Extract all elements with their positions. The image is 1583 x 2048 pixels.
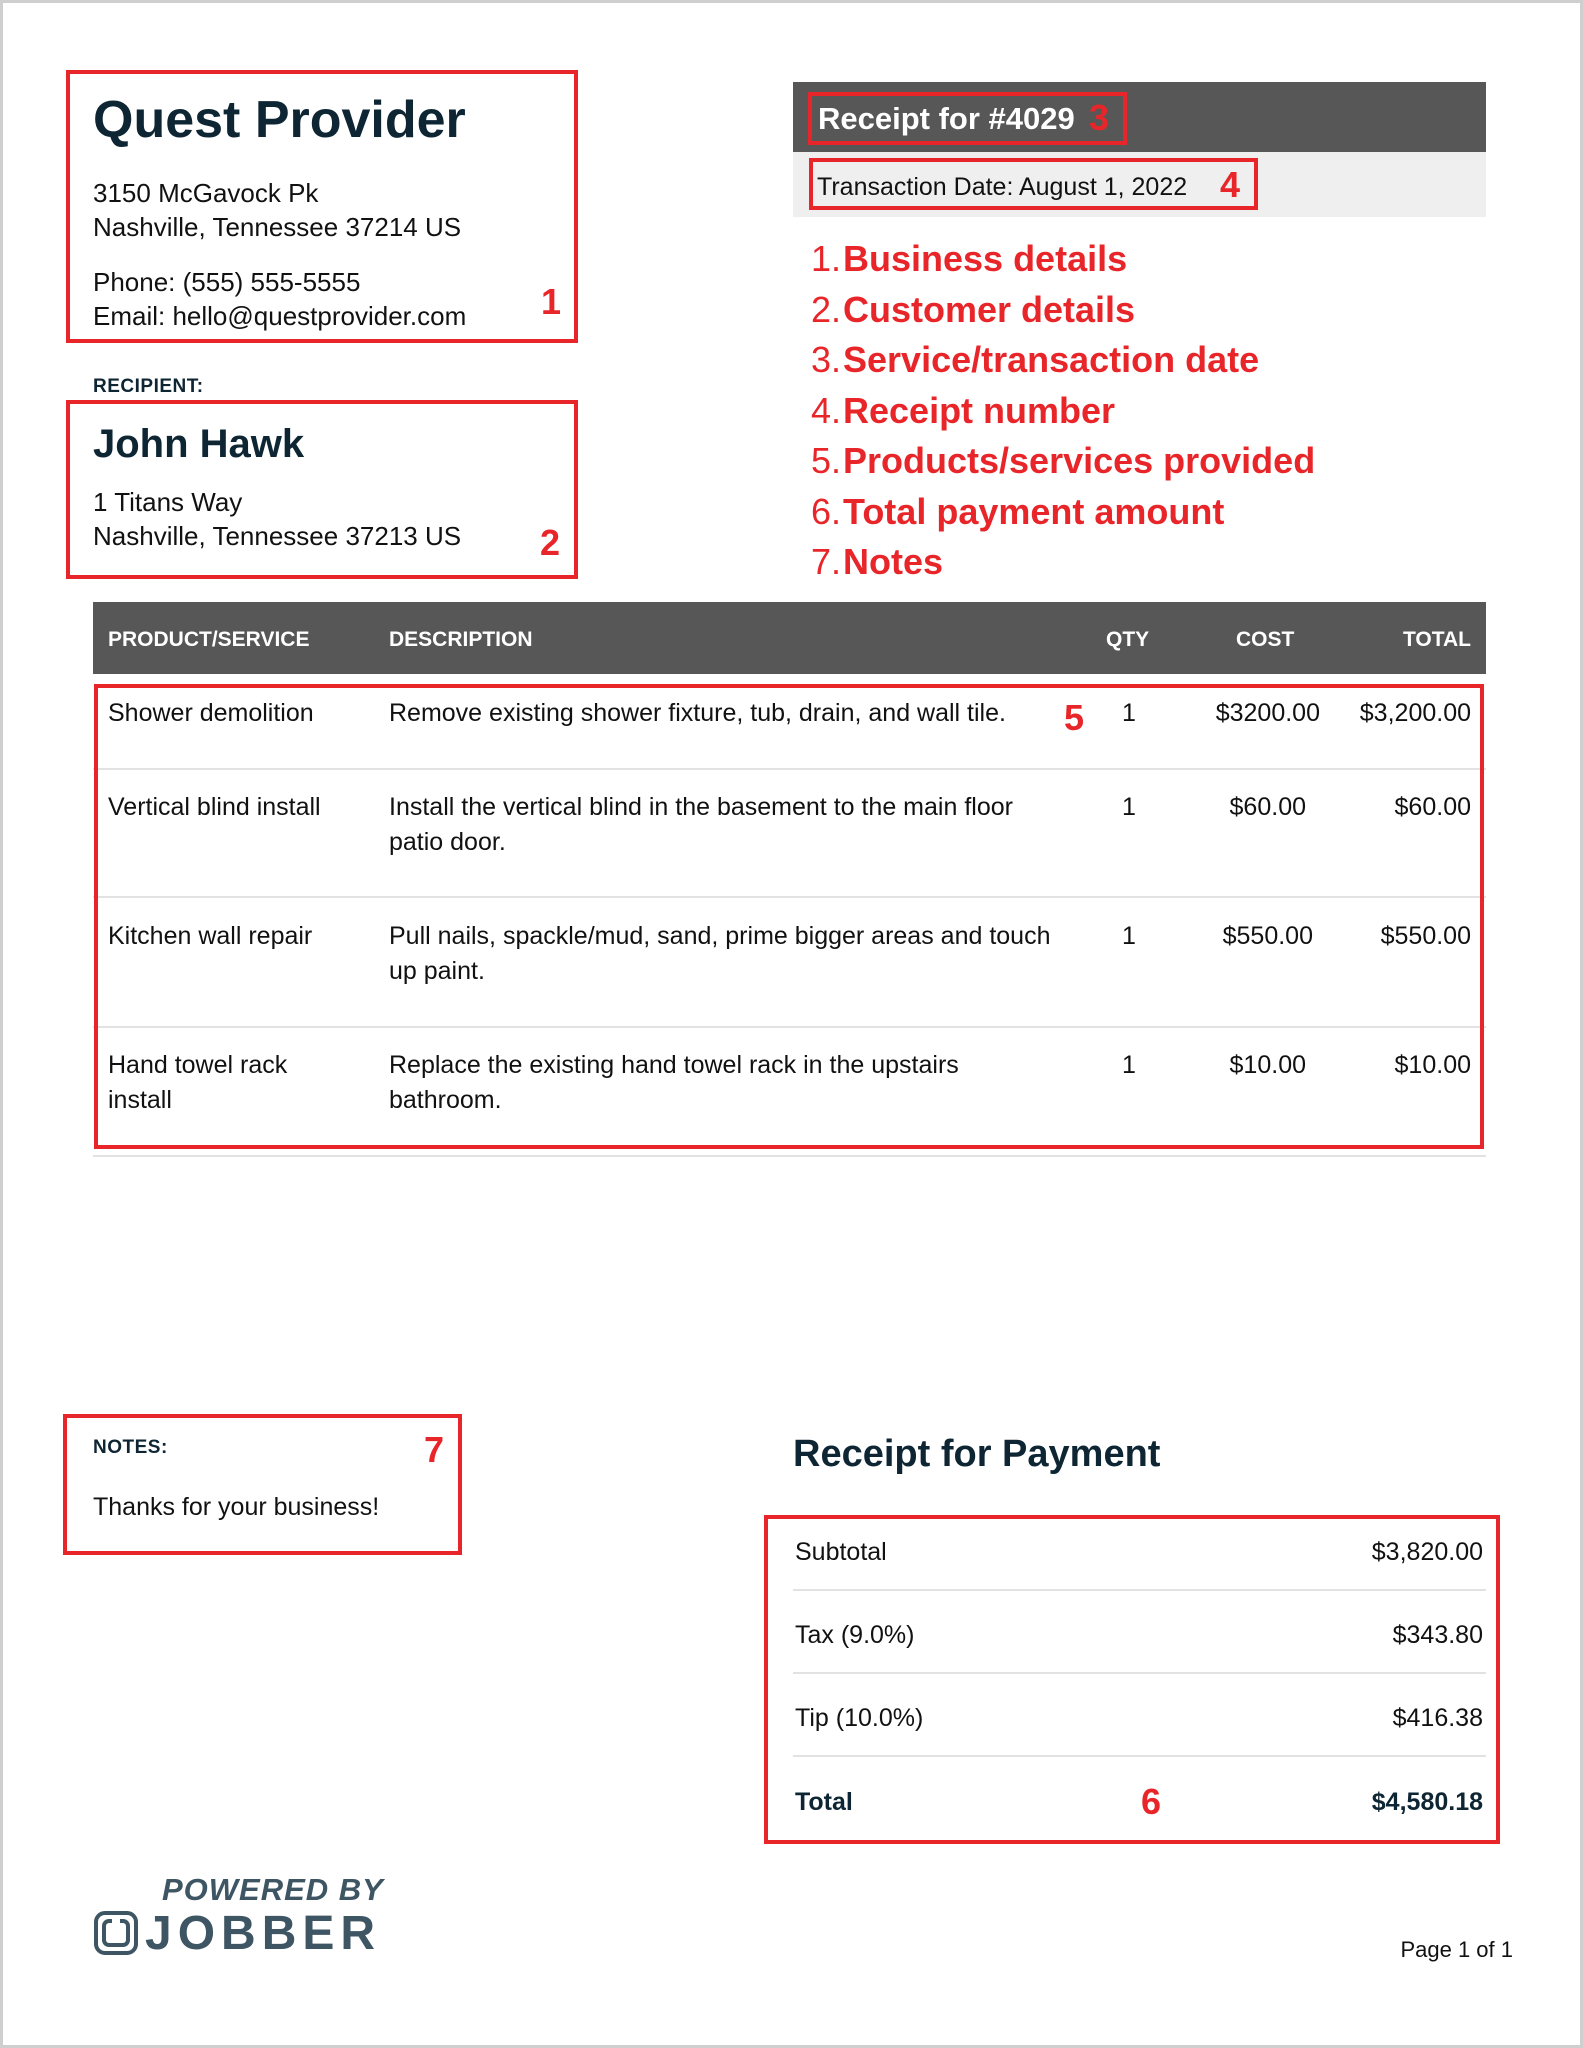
cell-qty: 1 xyxy=(1122,1051,1136,1079)
legend-label: Business details xyxy=(843,238,1128,280)
tip-value: $416.38 xyxy=(1392,1704,1483,1732)
legend-item xyxy=(805,436,1315,487)
notes-label: NOTES: xyxy=(93,1437,168,1458)
notes-text: Thanks for your business! xyxy=(93,1493,380,1521)
business-phone: Phone: (555) 555-5555 xyxy=(93,267,361,297)
recipient-name: John Hawk xyxy=(93,422,305,466)
subtotal-label: Subtotal xyxy=(795,1538,887,1566)
marker-6: 6 xyxy=(1141,1781,1162,1822)
legend-label: Receipt number xyxy=(843,389,1116,431)
legend-label: Notes xyxy=(843,541,944,583)
notes-highlight xyxy=(63,1414,462,1555)
legend-number: 7. xyxy=(810,541,841,583)
transaction-date-highlight xyxy=(809,158,1258,210)
legend-number: 6. xyxy=(810,490,841,532)
business-address-line1: 3150 McGavock Pk xyxy=(93,178,319,208)
legend-label: Products/services provided xyxy=(843,440,1316,482)
total-payment-highlight xyxy=(764,1515,1500,1844)
cell-total: $3,200.00 xyxy=(1359,699,1471,727)
receipt-number-highlight xyxy=(808,92,1127,145)
products-services-highlight xyxy=(94,684,1484,1149)
legend-item xyxy=(805,386,1315,437)
cell-description: Replace the existing hand towel rack in the upstairs bathroom. xyxy=(389,1051,959,1114)
cell-qty: 1 xyxy=(1122,793,1136,821)
legend-label: Total payment amount xyxy=(843,490,1225,532)
column-header-description: DESCRIPTION xyxy=(389,628,533,651)
cell-cost: $550.00 xyxy=(1222,922,1313,950)
legend-number: 3. xyxy=(810,339,841,381)
total-value: $4,580.18 xyxy=(1371,1788,1483,1816)
cell-total: $10.00 xyxy=(1394,1051,1471,1079)
legend-number: 4. xyxy=(810,389,841,431)
legend-item xyxy=(805,234,1315,285)
cell-description: Remove existing shower fixture, tub, drain, and wall tile. xyxy=(389,699,1006,727)
marker-3: 3 xyxy=(1089,97,1110,138)
recipient-address-line2: Nashville, Tennessee 37213 US xyxy=(93,521,462,551)
column-header-total: TOTAL xyxy=(1402,628,1471,651)
marker-7: 7 xyxy=(424,1429,445,1470)
jobber-logo-icon xyxy=(93,1910,139,1956)
tip-label: Tip (10.0%) xyxy=(795,1704,924,1732)
marker-2: 2 xyxy=(540,522,561,563)
legend-item xyxy=(805,537,1315,588)
tax-label: Tax (9.0%) xyxy=(795,1621,915,1649)
recipient-address-line1: 1 Titans Way xyxy=(93,487,243,517)
marker-1: 1 xyxy=(541,281,562,322)
legend-number: 1. xyxy=(810,238,841,280)
marker-4: 4 xyxy=(1220,164,1241,205)
legend-item xyxy=(805,285,1315,336)
annotation-legend xyxy=(805,234,1315,588)
subtotal-value: $3,820.00 xyxy=(1371,1538,1483,1566)
cell-description: Pull nails, spackle/mud, sand, prime bigger areas and touch up paint. xyxy=(389,922,1051,985)
page-number: Page 1 of 1 xyxy=(1400,1937,1513,1962)
recipient-label: RECIPIENT: xyxy=(93,376,204,397)
customer-details-highlight xyxy=(66,400,578,579)
powered-by-text: POWERED BY xyxy=(162,1872,384,1907)
cell-cost: $10.00 xyxy=(1229,1051,1306,1079)
cell-product: Shower demolition xyxy=(108,699,314,727)
cell-total: $550.00 xyxy=(1380,922,1471,950)
business-address-line2: Nashville, Tennessee 37214 US xyxy=(93,212,462,242)
legend-number: 2. xyxy=(810,288,841,330)
cell-cost: $60.00 xyxy=(1229,793,1306,821)
cell-qty: 1 xyxy=(1122,922,1136,950)
cell-product: Hand towel rack install xyxy=(108,1051,288,1114)
receipt-title: Receipt for #4029 xyxy=(818,101,1075,136)
business-name: Quest Provider xyxy=(93,91,466,149)
transaction-date: Transaction Date: August 1, 2022 xyxy=(817,173,1188,201)
cell-description: Install the vertical blind in the basement to the main floor patio door. xyxy=(389,793,1013,856)
cell-product: Vertical blind install xyxy=(108,793,321,821)
total-label: Total xyxy=(795,1788,853,1816)
legend-label: Service/transaction date xyxy=(843,339,1260,381)
marker-5: 5 xyxy=(1064,697,1085,738)
column-header-product: PRODUCT/SERVICE xyxy=(108,628,310,651)
column-header-cost: COST xyxy=(1236,628,1295,651)
business-details-highlight xyxy=(66,70,578,343)
cell-qty: 1 xyxy=(1122,699,1136,727)
cell-total: $60.00 xyxy=(1394,793,1471,821)
column-header-qty: QTY xyxy=(1106,628,1150,651)
business-email: Email: hello@questprovider.com xyxy=(93,301,467,331)
cell-product: Kitchen wall repair xyxy=(108,922,313,950)
legend-number: 5. xyxy=(810,440,841,482)
table-bottom-rule xyxy=(93,1155,1486,1157)
legend-label: Customer details xyxy=(843,288,1136,330)
legend-item xyxy=(805,335,1315,386)
cell-cost: $3200.00 xyxy=(1215,699,1320,727)
tax-value: $343.80 xyxy=(1392,1621,1483,1649)
jobber-wordmark: JOBBER xyxy=(145,1907,382,1960)
payment-summary-title: Receipt for Payment xyxy=(793,1433,1161,1475)
legend-item xyxy=(805,487,1315,538)
